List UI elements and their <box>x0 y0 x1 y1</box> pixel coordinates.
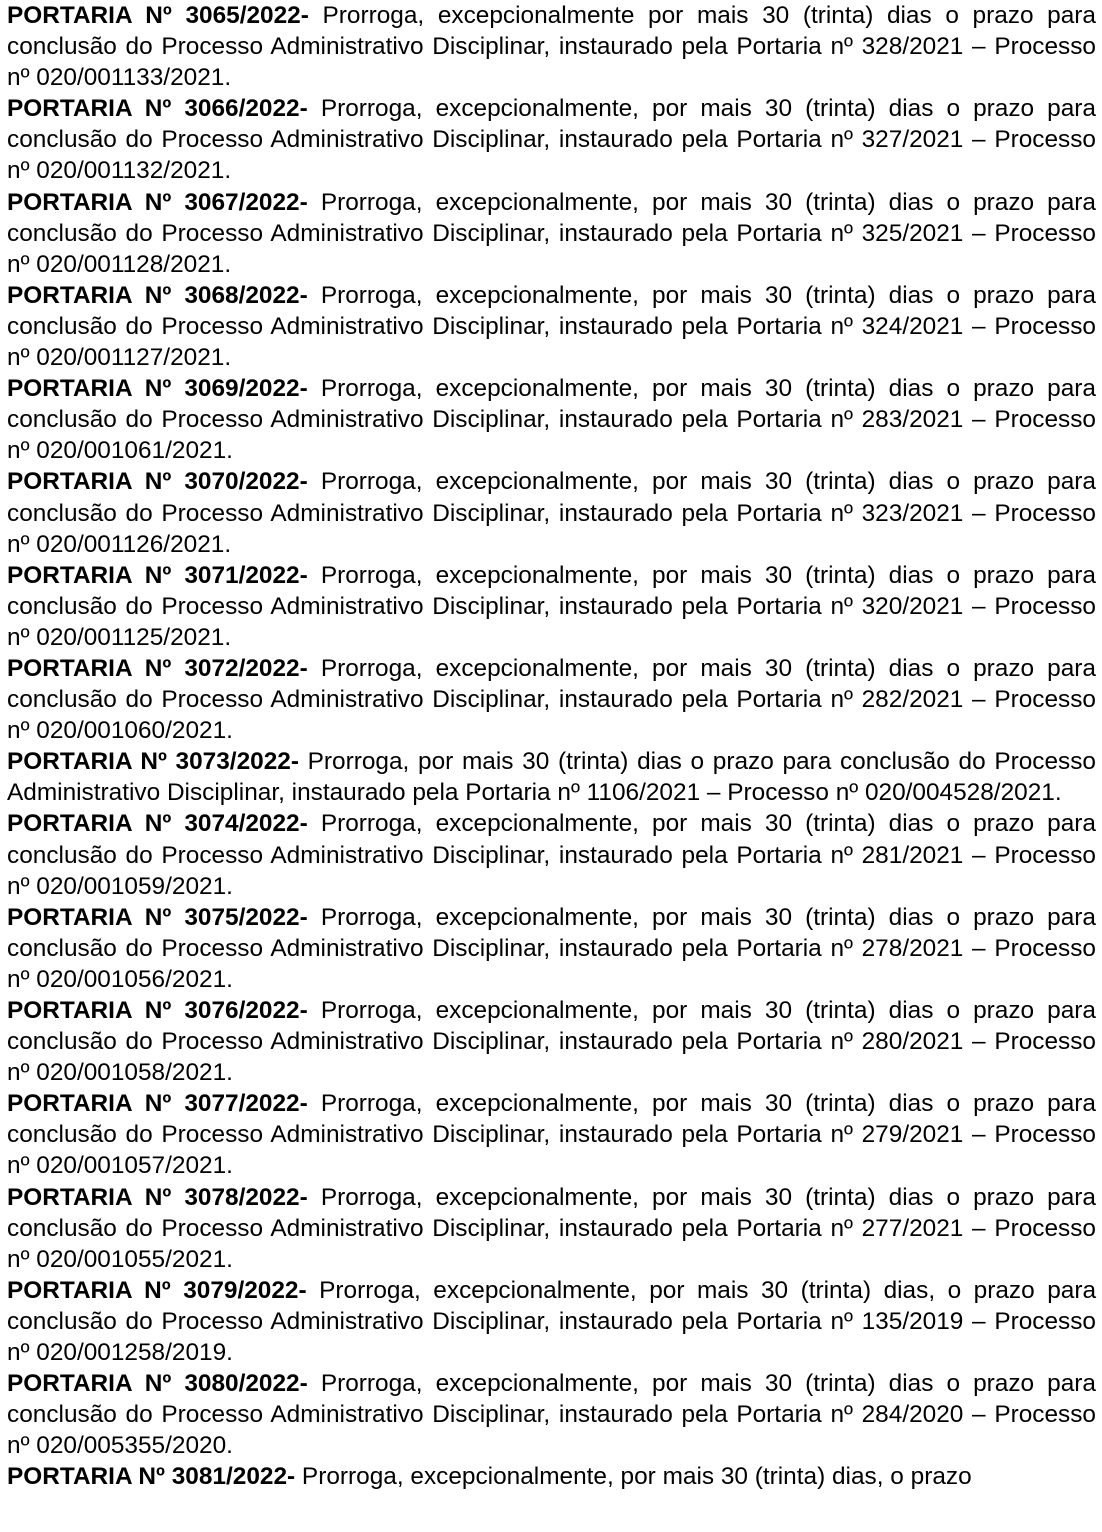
portaria-entry <box>7 93 1096 186</box>
portaria-text: Prorroga, excepcionalmente por mais 30 (trinta) dias o prazo para conclusão do Processo Administrativo Disciplinar, instaurado pela Portaria nº 328/2021 – Processo nº 020/001133/2021. <box>7 2 1096 92</box>
portaria-text: Prorroga, excepcionalmente, por mais 30 (trinta) dias o prazo para conclusão do Processo Administrativo Disciplinar, instaurado pela Portaria nº 327/2021 – Processo nº 020/001132/2021. <box>7 95 1096 185</box>
portaria-number: PORTARIA Nº 3076/2022- <box>7 997 308 1024</box>
portaria-text: Prorroga, excepcionalmente, por mais 30 (trinta) dias, o prazo <box>295 1463 972 1491</box>
portaria-number: PORTARIA Nº 3077/2022- <box>7 1090 308 1118</box>
portaria-text: Prorroga, excepcionalmente, por mais 30 (trinta) dias o prazo para conclusão do Processo Administrativo Disciplinar, instaurado pela Portaria nº 280/2021 – Processo nº 020/001058/2021. <box>7 997 1096 1087</box>
portaria-entry <box>7 995 1096 1088</box>
portaria-text: Prorroga, excepcionalmente, por mais 30 (trinta) dias o prazo para conclusão do Processo Administrativo Disciplinar, instaurado pela Portaria nº 320/2021 – Processo nº 020/001125/2021. <box>7 561 1096 651</box>
portaria-entry <box>7 466 1096 559</box>
portaria-entry <box>7 1461 1096 1492</box>
portaria-number: PORTARIA Nº 3074/2022- <box>7 810 308 838</box>
portaria-number: PORTARIA Nº 3078/2022- <box>7 1183 308 1211</box>
portaria-text: Prorroga, excepcionalmente, por mais 30 (trinta) dias o prazo para conclusão do Processo Administrativo Disciplinar, instaurado pela Portaria nº 282/2021 – Processo nº 020/001060/2021. <box>7 654 1096 745</box>
portaria-text: Prorroga, excepcionalmente, por mais 30 (trinta) dias o prazo para conclusão do Processo Administrativo Disciplinar, instaurado pela Portaria nº 324/2021 – Processo nº 020/001127/2021. <box>7 281 1096 372</box>
portaria-entry <box>7 808 1096 901</box>
portaria-entry <box>7 373 1096 466</box>
portaria-number: PORTARIA Nº 3070/2022- <box>7 468 308 496</box>
portaria-entry <box>7 1182 1096 1275</box>
portaria-text: Prorroga, excepcionalmente, por mais 30 (trinta) dias o prazo para conclusão do Processo Administrativo Disciplinar, instaurado pela Portaria nº 284/2020 – Processo nº 020/005355/2020. <box>7 1370 1096 1460</box>
portaria-text: Prorroga, excepcionalmente, por mais 30 (trinta) dias o prazo para conclusão do Processo Administrativo Disciplinar, instaurado pela Portaria nº 323/2021 – Processo nº 020/001126/2021. <box>7 468 1096 558</box>
portaria-number: PORTARIA Nº 3068/2022- <box>7 281 308 309</box>
portaria-entry <box>7 560 1096 653</box>
portaria-text: Prorroga, excepcionalmente, por mais 30 (trinta) dias o prazo para conclusão do Processo Administrativo Disciplinar, instaurado pela Portaria nº 281/2021 – Processo nº 020/001059/2021. <box>7 810 1096 900</box>
portaria-number: PORTARIA Nº 3075/2022- <box>7 903 308 931</box>
portaria-text: Prorroga, excepcionalmente, por mais 30 (trinta) dias o prazo para conclusão do Processo Administrativo Disciplinar, instaurado pela Portaria nº 283/2021 – Processo nº 020/001061/2021. <box>7 375 1096 465</box>
portaria-number: PORTARIA Nº 3067/2022- <box>7 188 308 216</box>
document-body <box>7 0 1096 1493</box>
portaria-number: PORTARIA Nº 3065/2022- <box>7 2 309 29</box>
portaria-entry <box>7 902 1096 995</box>
portaria-number: PORTARIA Nº 3079/2022- <box>7 1276 307 1304</box>
portaria-text: Prorroga, excepcionalmente, por mais 30 (trinta) dias o prazo para conclusão do Processo Administrativo Disciplinar, instaurado pela Portaria nº 277/2021 – Processo nº 020/001055/2021. <box>7 1183 1096 1273</box>
portaria-text: Prorroga, excepcionalmente, por mais 30 (trinta) dias o prazo para conclusão do Processo Administrativo Disciplinar, instaurado pela Portaria nº 278/2021 – Processo nº 020/001056/2021. <box>7 903 1096 993</box>
portaria-entry <box>7 746 1096 808</box>
portaria-number: PORTARIA Nº 3066/2022- <box>7 95 308 123</box>
portaria-entry <box>7 1088 1096 1181</box>
portaria-entry <box>7 653 1096 746</box>
portaria-entry <box>7 187 1096 280</box>
portaria-number: PORTARIA Nº 3072/2022- <box>7 654 308 682</box>
portaria-entry <box>7 1368 1096 1461</box>
portaria-text: Prorroga, por mais 30 (trinta) dias o prazo para conclusão do Processo Administrativo Disciplinar, instaurado pela Portaria nº 1106/2021 – Processo nº 020/004528/2021. <box>7 748 1096 807</box>
portaria-number: PORTARIA Nº 3080/2022- <box>7 1370 308 1398</box>
portaria-number: PORTARIA Nº 3071/2022- <box>7 561 308 589</box>
portaria-entry <box>7 0 1096 93</box>
portaria-number: PORTARIA Nº 3081/2022- <box>7 1463 296 1491</box>
portaria-number: PORTARIA Nº 3069/2022- <box>7 375 308 403</box>
portaria-text: Prorroga, excepcionalmente, por mais 30 (trinta) dias o prazo para conclusão do Processo Administrativo Disciplinar, instaurado pela Portaria nº 279/2021 – Processo nº 020/001057/2021. <box>7 1090 1096 1180</box>
portaria-number: PORTARIA Nº 3073/2022- <box>7 748 299 776</box>
portaria-entry <box>7 1275 1096 1368</box>
portaria-text: Prorroga, excepcionalmente, por mais 30 (trinta) dias, o prazo para conclusão do Processo Administrativo Disciplinar, instaurado pela Portaria nº 135/2019 – Processo nº 020/001258/2019. <box>7 1276 1097 1367</box>
portaria-text: Prorroga, excepcionalmente, por mais 30 (trinta) dias o prazo para conclusão do Processo Administrativo Disciplinar, instaurado pela Portaria nº 325/2021 – Processo nº 020/001128/2021. <box>7 188 1096 278</box>
portaria-entry <box>7 280 1096 373</box>
